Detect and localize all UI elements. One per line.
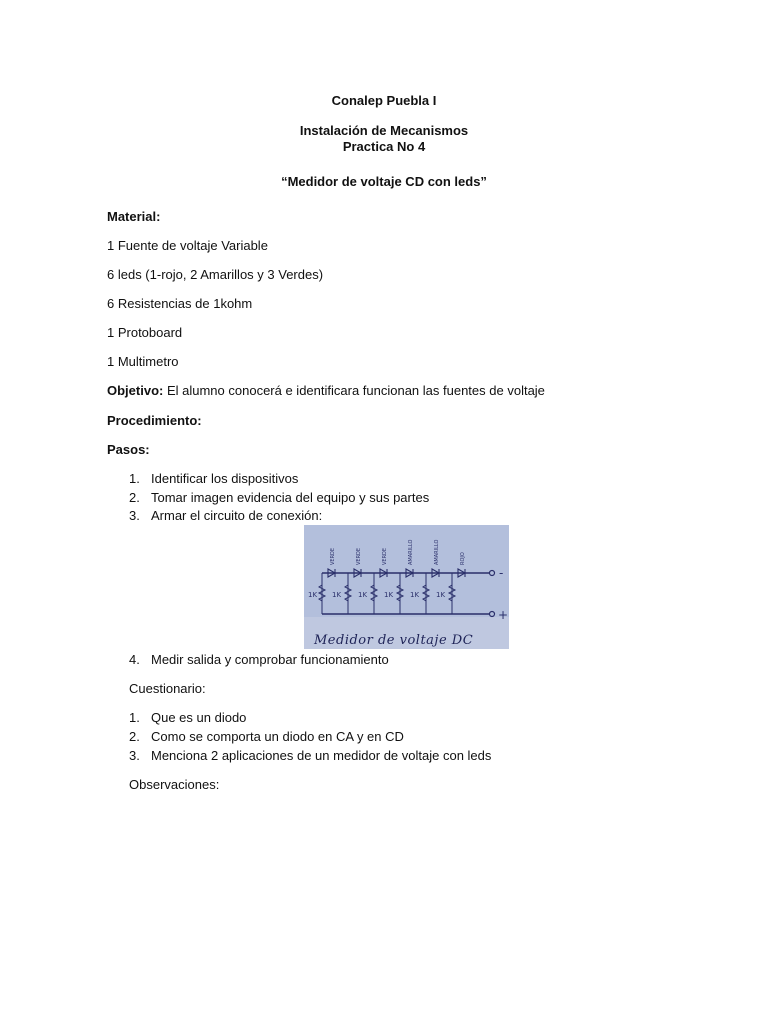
material-item: 6 leds (1-rojo, 2 Amarillos y 3 Verdes) xyxy=(107,267,324,282)
practice-number: Practica No 4 xyxy=(342,139,426,154)
step-item xyxy=(129,490,429,505)
question-item xyxy=(129,748,491,763)
material-item: 1 Fuente de voltaje Variable xyxy=(107,238,268,253)
led-label: AMARILLO xyxy=(434,539,440,565)
material-item: 1 Multimetro xyxy=(107,354,179,369)
step-item xyxy=(129,652,389,667)
question-text: Que es un diodo xyxy=(151,710,247,725)
material-item: 6 Resistencias de 1kohm xyxy=(107,296,253,311)
questionnaire-heading: Cuestionario: xyxy=(129,681,206,696)
objective-paragraph xyxy=(107,383,545,398)
steps-heading: Pasos: xyxy=(107,442,150,457)
resistor-label: 1K xyxy=(436,591,446,599)
resistor-label: 1K xyxy=(384,591,394,599)
resistor-label: 1K xyxy=(410,591,420,599)
material-item: 1 Protoboard xyxy=(107,325,183,340)
observations-heading: Observaciones: xyxy=(129,777,220,792)
step-text: Armar el circuito de conexión: xyxy=(151,508,323,523)
step-number: 2. xyxy=(129,490,140,505)
question-number: 2. xyxy=(129,729,140,744)
question-item xyxy=(129,729,404,744)
circuit-diagram xyxy=(304,525,509,649)
resistor-label: 1K xyxy=(332,591,342,599)
led-label: AMARILLO xyxy=(408,539,414,565)
terminal-minus-label: - xyxy=(499,566,504,580)
objective-text: El alumno conocerá e identificara funcionan las fuentes de voltaje xyxy=(163,383,545,398)
course-name: Instalación de Mecanismos xyxy=(299,123,469,138)
step-text: Medir salida y comprobar funcionamiento xyxy=(151,652,389,667)
led-label: VERDE xyxy=(330,547,336,565)
step-number: 4. xyxy=(129,652,140,667)
circuit-photo xyxy=(304,525,509,649)
resistor-label: 1K xyxy=(308,591,318,599)
question-text: Como se comporta un diodo en CA y en CD xyxy=(151,729,404,744)
led-label: VERDE xyxy=(356,547,362,565)
question-number: 3. xyxy=(129,748,140,763)
practice-title: “Medidor de voltaje CD con leds” xyxy=(281,174,487,189)
led-label: ROJO xyxy=(460,552,466,565)
procedure-heading: Procedimiento: xyxy=(107,413,202,428)
step-text: Tomar imagen evidencia del equipo y sus partes xyxy=(151,490,430,505)
resistor-label: 1K xyxy=(358,591,368,599)
terminal-plus-label: + xyxy=(498,608,509,622)
school-name: Conalep Puebla I xyxy=(331,93,437,108)
step-number: 3. xyxy=(129,508,140,523)
step-text: Identificar los dispositivos xyxy=(151,471,299,486)
question-item xyxy=(129,710,246,725)
step-item xyxy=(129,508,322,523)
question-number: 1. xyxy=(129,710,140,725)
question-text: Menciona 2 aplicaciones de un medidor de voltaje con leds xyxy=(151,748,492,763)
step-item xyxy=(129,471,298,486)
material-heading: Material: xyxy=(107,209,161,224)
led-label: VERDE xyxy=(382,547,388,565)
figure-caption: Medidor de voltaje DC xyxy=(314,633,474,648)
step-number: 1. xyxy=(129,471,140,486)
objective-label: Objetivo: xyxy=(107,383,164,398)
